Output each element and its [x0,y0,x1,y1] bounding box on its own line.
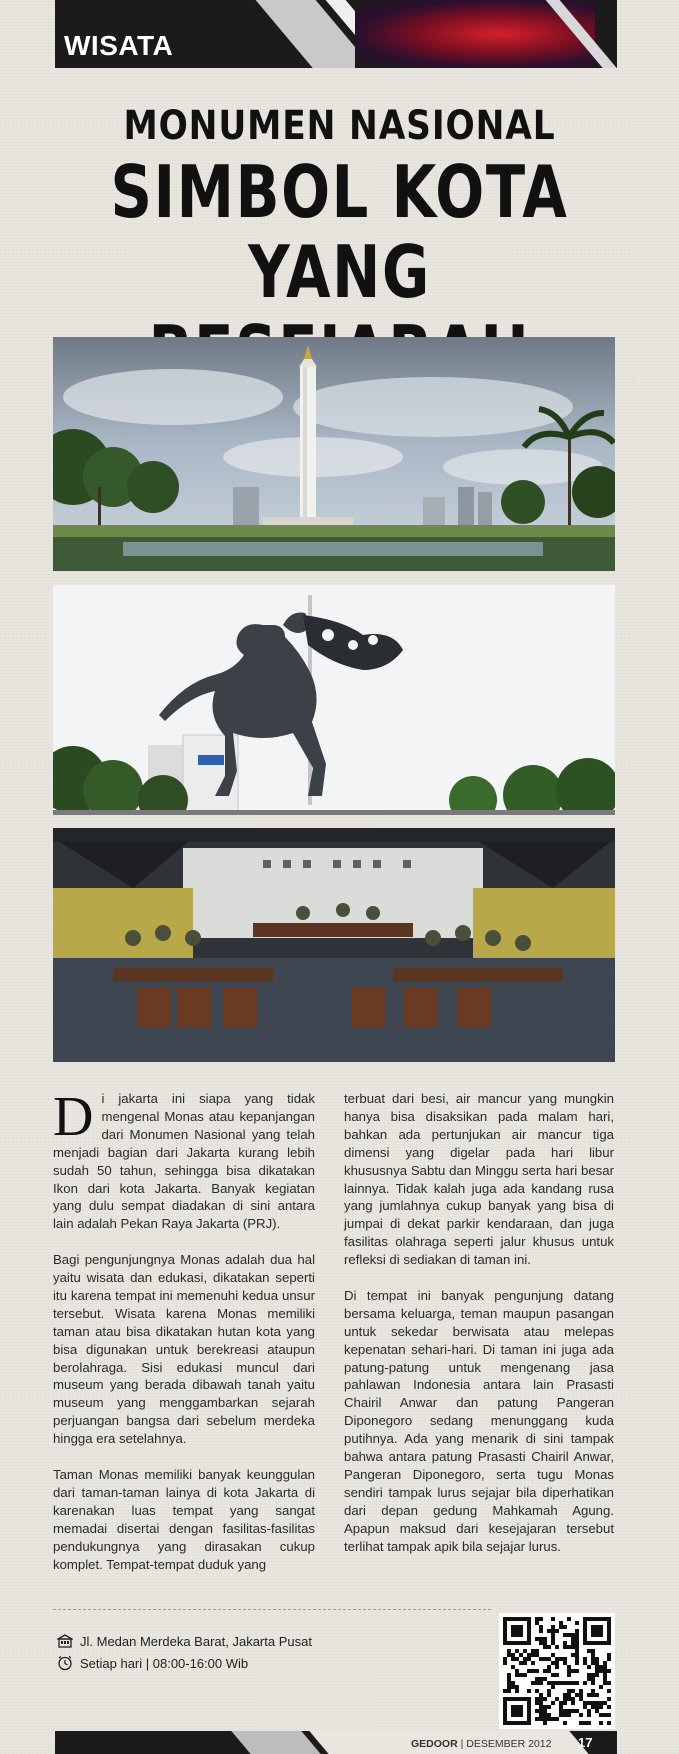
article-column-right [344,1090,614,1573]
article-paragraph: Di tempat ini banyak pengunjung datang bersama keluarga, teman maupun pasangan untuk sekedar berwisata atau melepas kepenatan sehari-hari. Di taman ini juga ada patung-patung untuk mengenang jasa pahlawan Indonesia antara lain Prasasti Chairil Anwar dan patung Pangeran Diponegoro sedang menunggang kuda putihnya. Ada yang menarik di sini tampak bahwa antara patung Prasasti Chairil Anwar, Pangeran Diponegoro, serta tugu Monas sendiri tampak lurus sejajar bila diperhatikan dari depan gedung Mahkamah Agung. Apapun maksud dari kesejajaran tersebut terlihat tampak apik bila sejajar lurus. [344,1287,614,1554]
drop-cap: D [53,1086,94,1148]
article-column-left [53,1086,315,1591]
title-line-3: YANG [248,230,431,314]
qr-code[interactable] [499,1613,615,1729]
title-line-2: SIMBOL KOTA [110,150,569,234]
photo-monas-monument [53,337,615,571]
article-paragraph: terbuat dari besi, air mancur yang mungkin hanya bisa disaksikan pada malam hari, bahkan ada pertunjukan air mancur tiga dimensi yang digelar pada hari libur khususnya Sabtu dan Minggu serta hari besar lainnya. Tidak kalah juga ada kandang rusa yang jumlahnya cukup banyak yang bisa di jumpai di dekat parkir kendaraan, dan juga fasilitas olahraga seperti jalur khusus untuk refleksi di sediakan di taman ini. [344,1091,614,1268]
info-address [57,1633,312,1649]
issue-date: DESEMBER 2012 [466,1738,552,1750]
footer-issue [411,1738,551,1750]
info-divider [53,1609,491,1610]
section-label: WISATA [64,30,174,61]
footer-separator: | [460,1738,464,1750]
title-line-1: MONUMEN NASIONAL [123,103,556,149]
photo-museum-diorama [53,828,615,1062]
article-paragraph: Taman Monas memiliki banyak keunggulan dari taman-taman lainya di kota Jakarta di karenakan luas tempat yang sangat memadai disertai dengan fasilitas-fasilitas pendukungnya yang dirasakan cukup komplet. Tempat-tempat duduk yang [53,1467,315,1572]
address-text: Jl. Medan Merdeka Barat, Jakarta Pusat [80,1633,312,1649]
section-header-band [55,0,617,68]
photo-horse-statue [53,585,615,815]
magazine-name: GEDOOR [411,1738,458,1750]
page-number: 17 [578,1735,593,1750]
building-icon [57,1633,73,1649]
article-paragraph: Di jakarta ini siapa yang tidak mengenal Monas atau kepanjangan dari Monumen Nasional yang telah menjadi bagian dari Jakarta kurang lebih sudah 50 tahun, sehingga bisa dikatakan Ikon dari kota Jakarta. Banyak kegiatan yang dulu sempat diadakan di sini antara lain adalah Pekan Raya Jakarta (PRJ). [53,1086,315,1232]
article-paragraph: Bagi pengunjungnya Monas adalah dua hal yaitu wisata dan edukasi, dikatakan seperti itu karena tempat ini memenuhi kedua unsur tersebut. Wisata karena Monas memiliki taman atau bisa dikatakan hutan kota yang bisa digunakan untuk berekreasi ataupun berolahraga. Sisi edukasi muncul dari museum yang berada dibawah tanah yaitu museum yang menggambarkan sejarah perjuangan bangsa dari sebelum merdeka hingga era setelahnya. [53,1252,315,1447]
clock-icon [57,1655,73,1671]
info-hours [57,1655,248,1671]
hours-text: Setiap hari | 08:00-16:00 Wib [80,1655,249,1671]
